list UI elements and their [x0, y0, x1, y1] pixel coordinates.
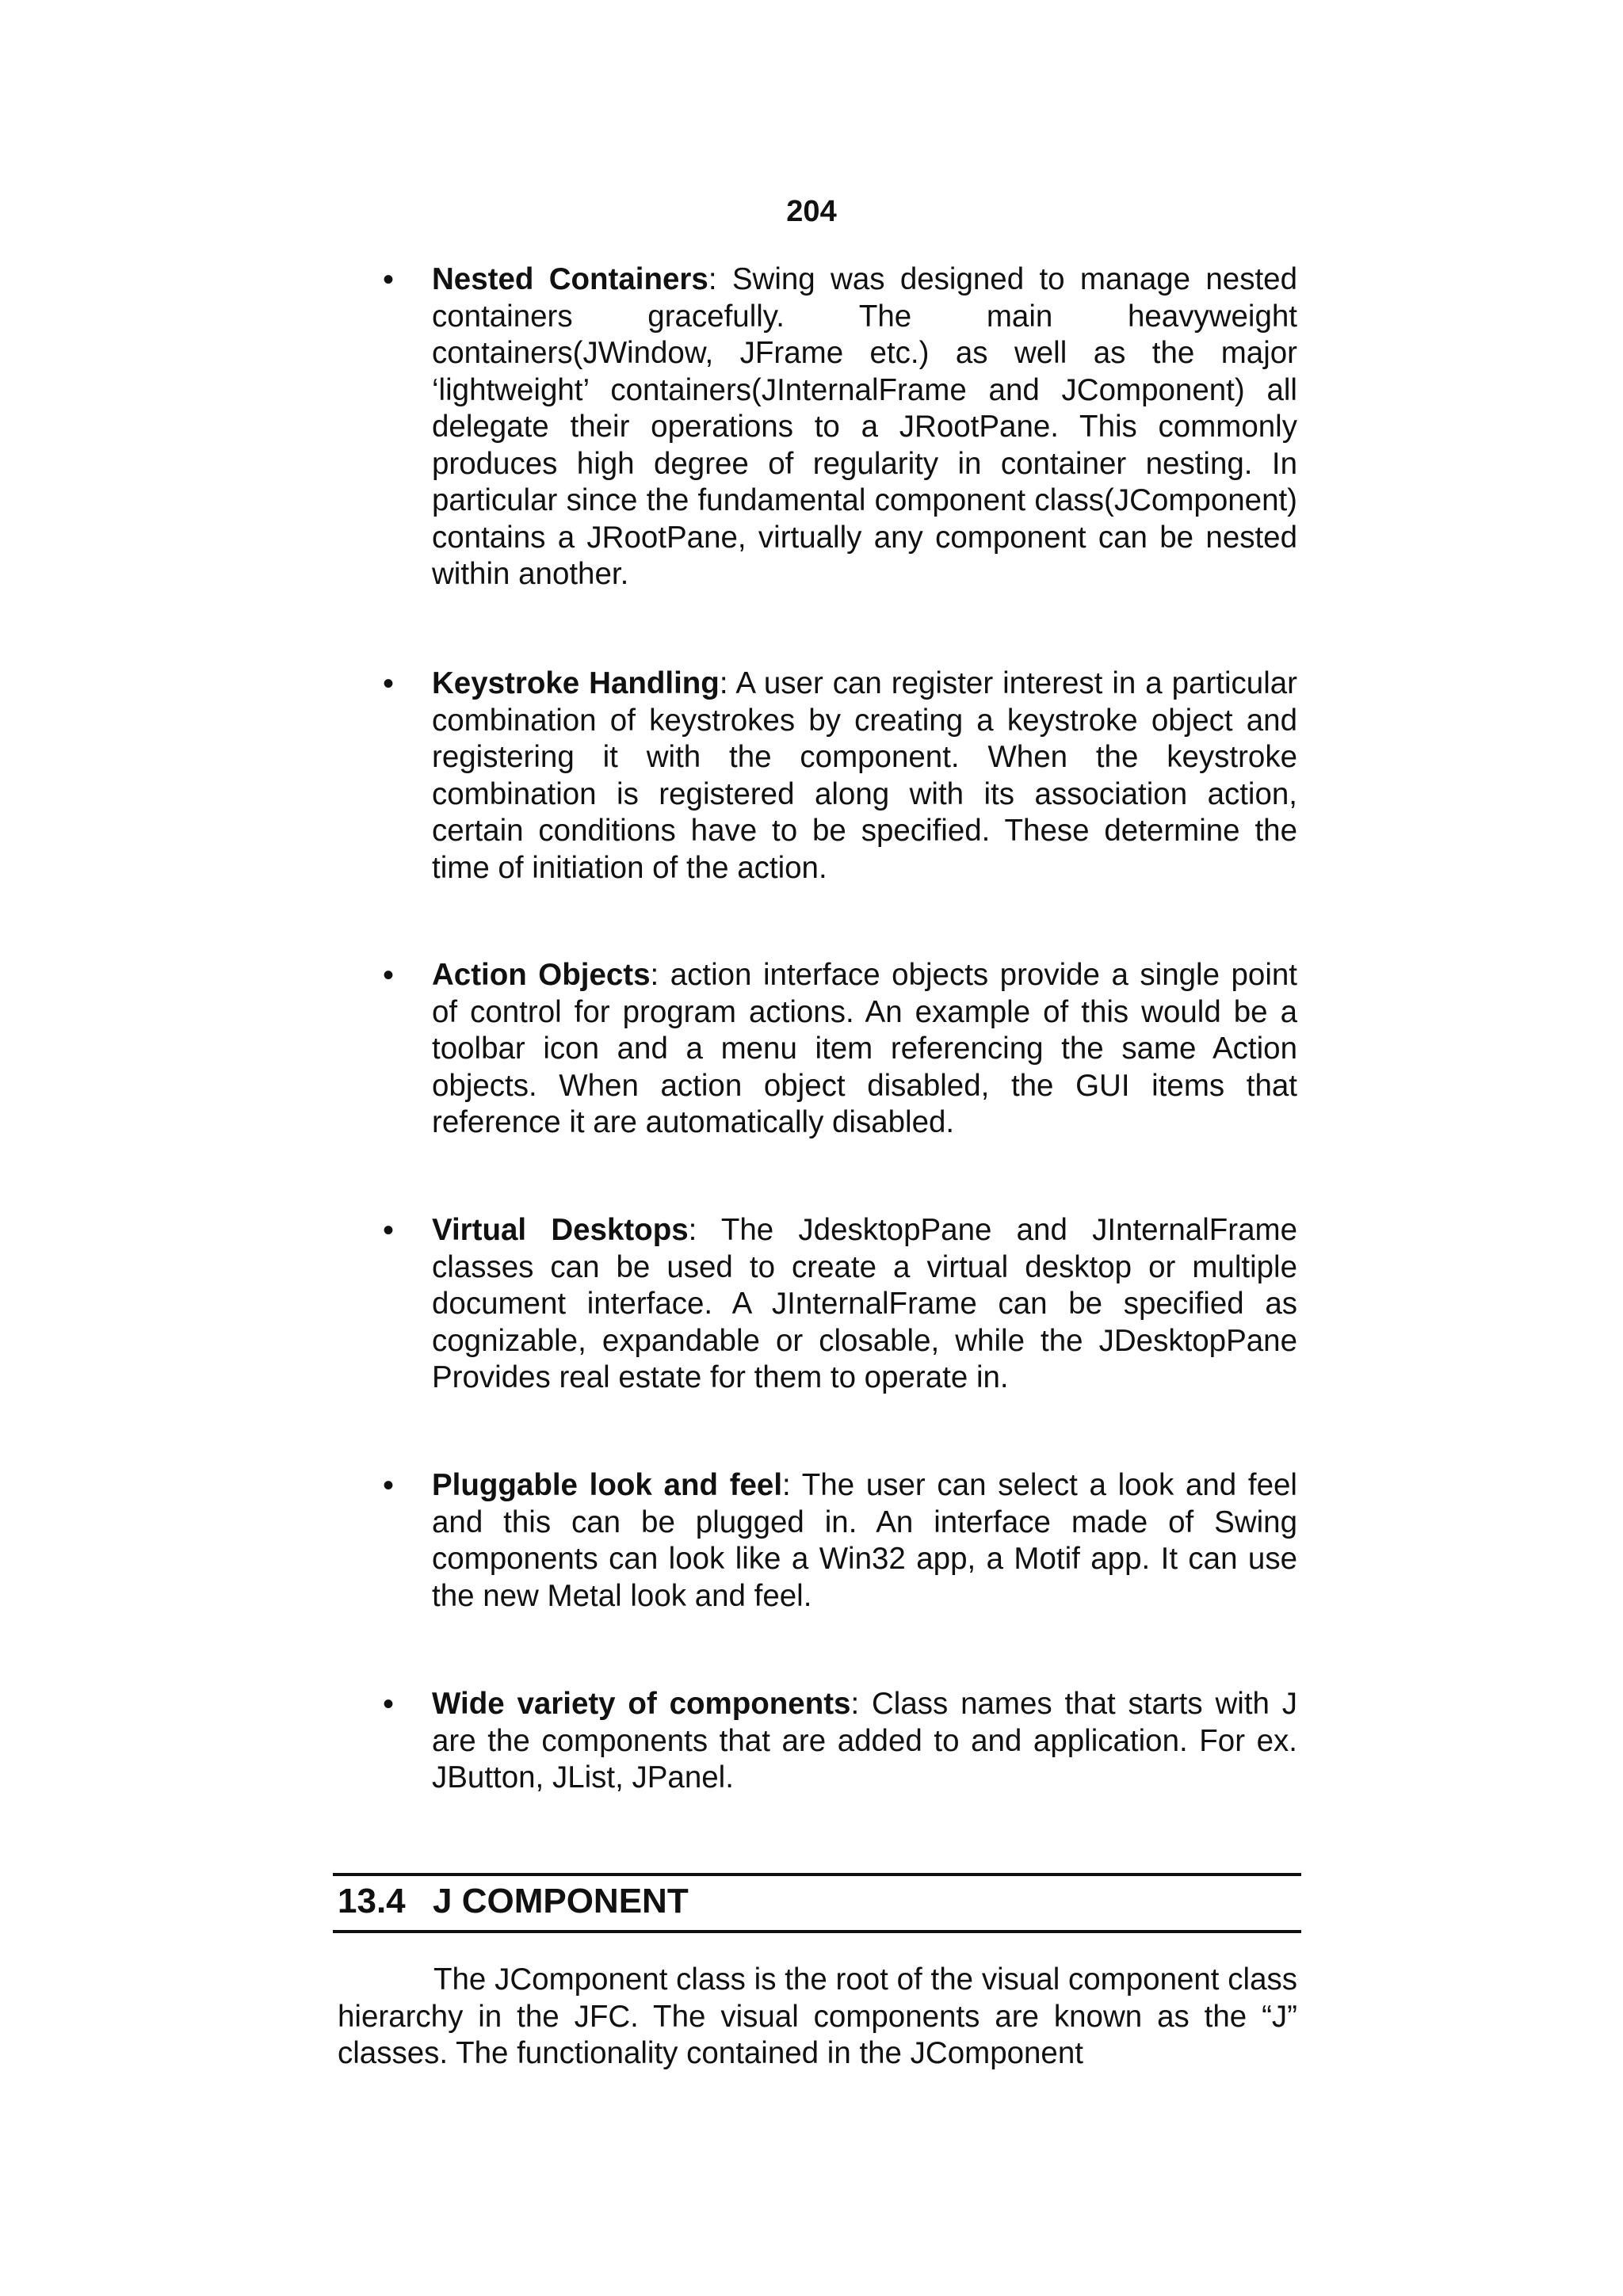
bullet-dot-icon: • [383, 262, 395, 297]
bullet-dot-icon: • [383, 958, 395, 993]
bullet-description: : A user can register interest in a particular combination of keystrokes by creating a keystroke object and registering it with the component. When the keystroke combination is registered along with its association action, certain conditions have to be specified. These determine the time of initiation of the action. [432, 666, 1297, 885]
bullet-description: : action interface objects provide a single point of control for program actions. An example of this would be a toolbar icon and a menu item referencing the same Action objects. When action object disabled, the GUI items that reference it are automatically disabled. [432, 958, 1297, 1139]
bullet-description: : The user can select a look and feel and this can be plugged in. An interface made of Swing components can look like a Win32 app, a Motif app. It can use the new Metal look and feel. [432, 1468, 1297, 1613]
bullet-term: Wide variety of components [432, 1687, 851, 1721]
bullet-paragraph [432, 1212, 1297, 1397]
bullet-description: : The JdesktopPane and JInternalFrame classes can be used to create a virtual desktop or multiple document interface. A JInternalFrame can be specified as cognizable, expandable or closable, while the JDesktopPane Provides real estate for them to operate in. [432, 1213, 1297, 1394]
section-top-rule [333, 1873, 1301, 1876]
bullet-paragraph [432, 957, 1297, 1142]
page-number: 204 [786, 195, 837, 228]
body-paragraph: The JComponent class is the root of the visual component class hierarchy in the JFC. The visual components are known as the “J” classes. The functionality contained in the JComponent [338, 1962, 1297, 2070]
bullet-term: Keystroke Handling [432, 666, 720, 700]
bullet-term: Pluggable look and feel [432, 1468, 783, 1502]
bullet-dot-icon: • [383, 666, 395, 701]
bullet-dot-icon: • [383, 1687, 395, 1722]
bullet-paragraph [432, 1467, 1297, 1615]
section-bottom-rule [333, 1930, 1301, 1933]
bullet-term: Nested Containers [432, 262, 708, 296]
bullet-term: Action Objects [432, 958, 651, 992]
section-heading [338, 1879, 689, 1924]
bullet-dot-icon: • [383, 1213, 395, 1248]
section-title: J COMPONENT [433, 1882, 689, 1920]
bullet-description: : Swing was designed to manage nested containers gracefully. The main heavyweight containers(JWindow, JFrame etc.) as well as the major ‘lightweight’ containers(JInternalFrame and JComponent) all delegate their operations to a JRootPane. This commonly produces high degree of regularity in container nesting. In particular since the fundamental component class(JComponent) contains a JRootPane, virtually any component can be nested within another. [432, 262, 1297, 591]
bullet-paragraph [432, 666, 1297, 887]
section-number: 13.4 [338, 1882, 406, 1920]
bullet-description: : Class names that starts with J are the components that are added to and application. For ex. JButton, JList, JPanel. [432, 1687, 1297, 1794]
bullet-dot-icon: • [383, 1468, 395, 1503]
bullet-term: Virtual Desktops [432, 1213, 689, 1247]
bullet-paragraph [432, 1686, 1297, 1797]
bullet-paragraph [432, 261, 1297, 593]
